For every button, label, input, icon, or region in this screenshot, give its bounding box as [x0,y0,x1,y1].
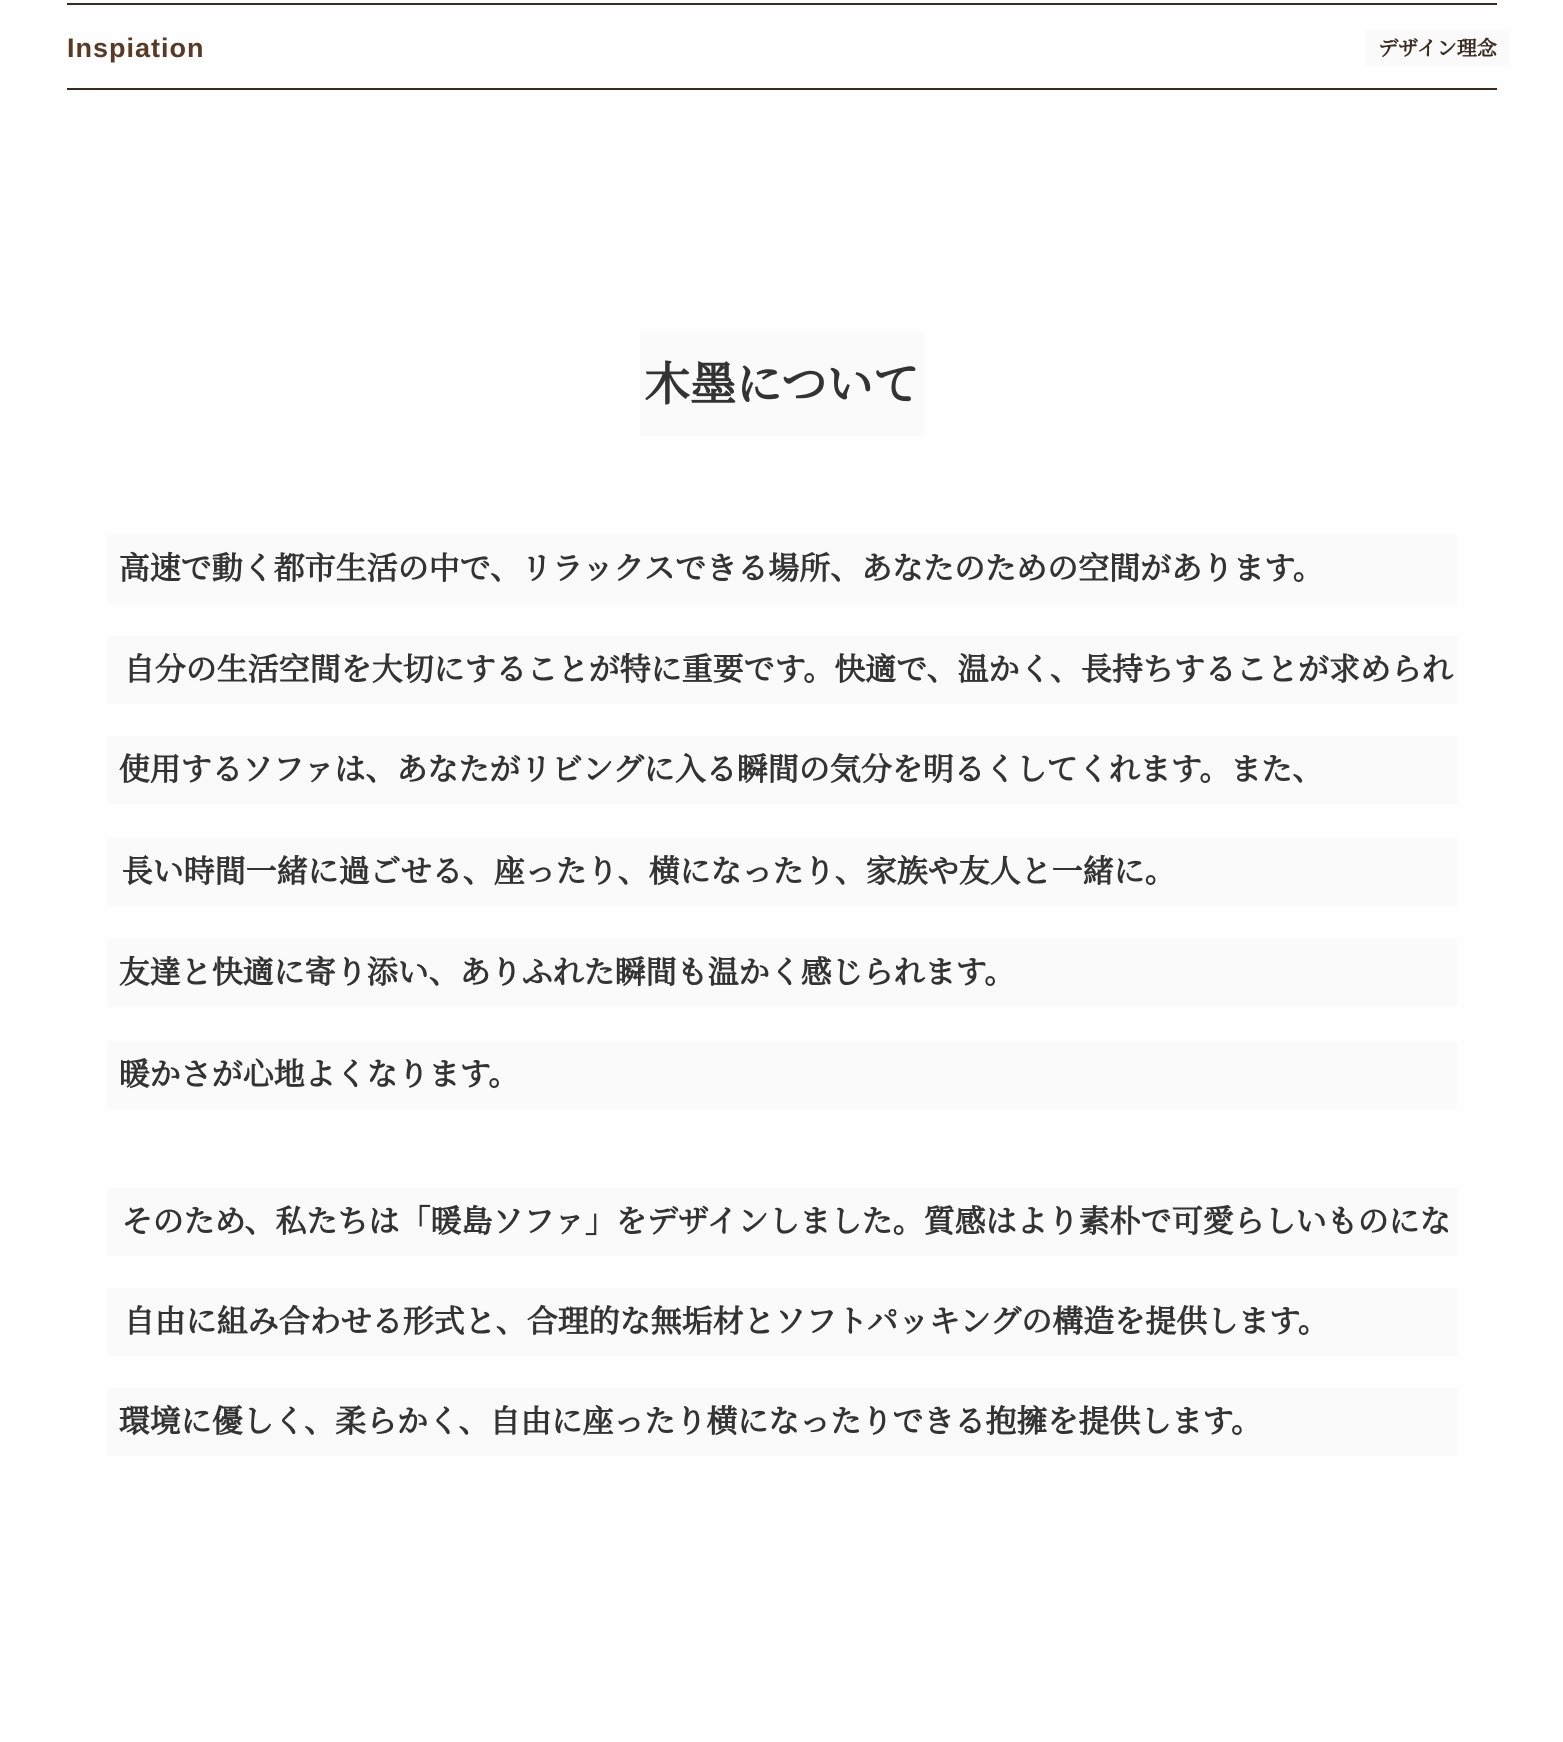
page-title: 木墨について [640,333,924,436]
site-header [67,3,1497,90]
paragraph-line: 環境に優しく、柔らかく、自由に座ったり横になったりできる抱擁を提供します。 [107,1388,1457,1456]
paragraph-line: 使用するソファは、あなたがリビングに入る瞬間の気分を明るくしてくれます。また、 [107,736,1457,804]
paragraph-line: 自由に組み合わせる形式と、合理的な無垢材とソフトパッキングの構造を提供します。 [107,1288,1457,1356]
paragraph-line: 自分の生活空間を大切にすることが特に重要です。快適で、温かく、長持ちすることが求められ [107,636,1457,704]
paragraph-line: 友達と快適に寄り添い、ありふれた瞬間も温かく感じられます。 [107,939,1457,1007]
paragraph-line: 高速で動く都市生活の中で、リラックスできる場所、あなたのための空間があります。 [107,535,1457,603]
brand-logo[interactable]: Inspiation [67,33,205,63]
paragraph-line: 長い時間一緒に過ごせる、座ったり、横になったり、家族や友人と一緒に。 [107,838,1457,906]
paragraph-line: 暖かさが心地よくなります。 [107,1041,1457,1109]
paragraph-line: そのため、私たちは「暖島ソファ」をデザインしました。質感はより素朴で可愛らしいものにな [107,1188,1457,1256]
nav-link-design-philosophy[interactable]: デザイン理念 [1366,31,1509,65]
